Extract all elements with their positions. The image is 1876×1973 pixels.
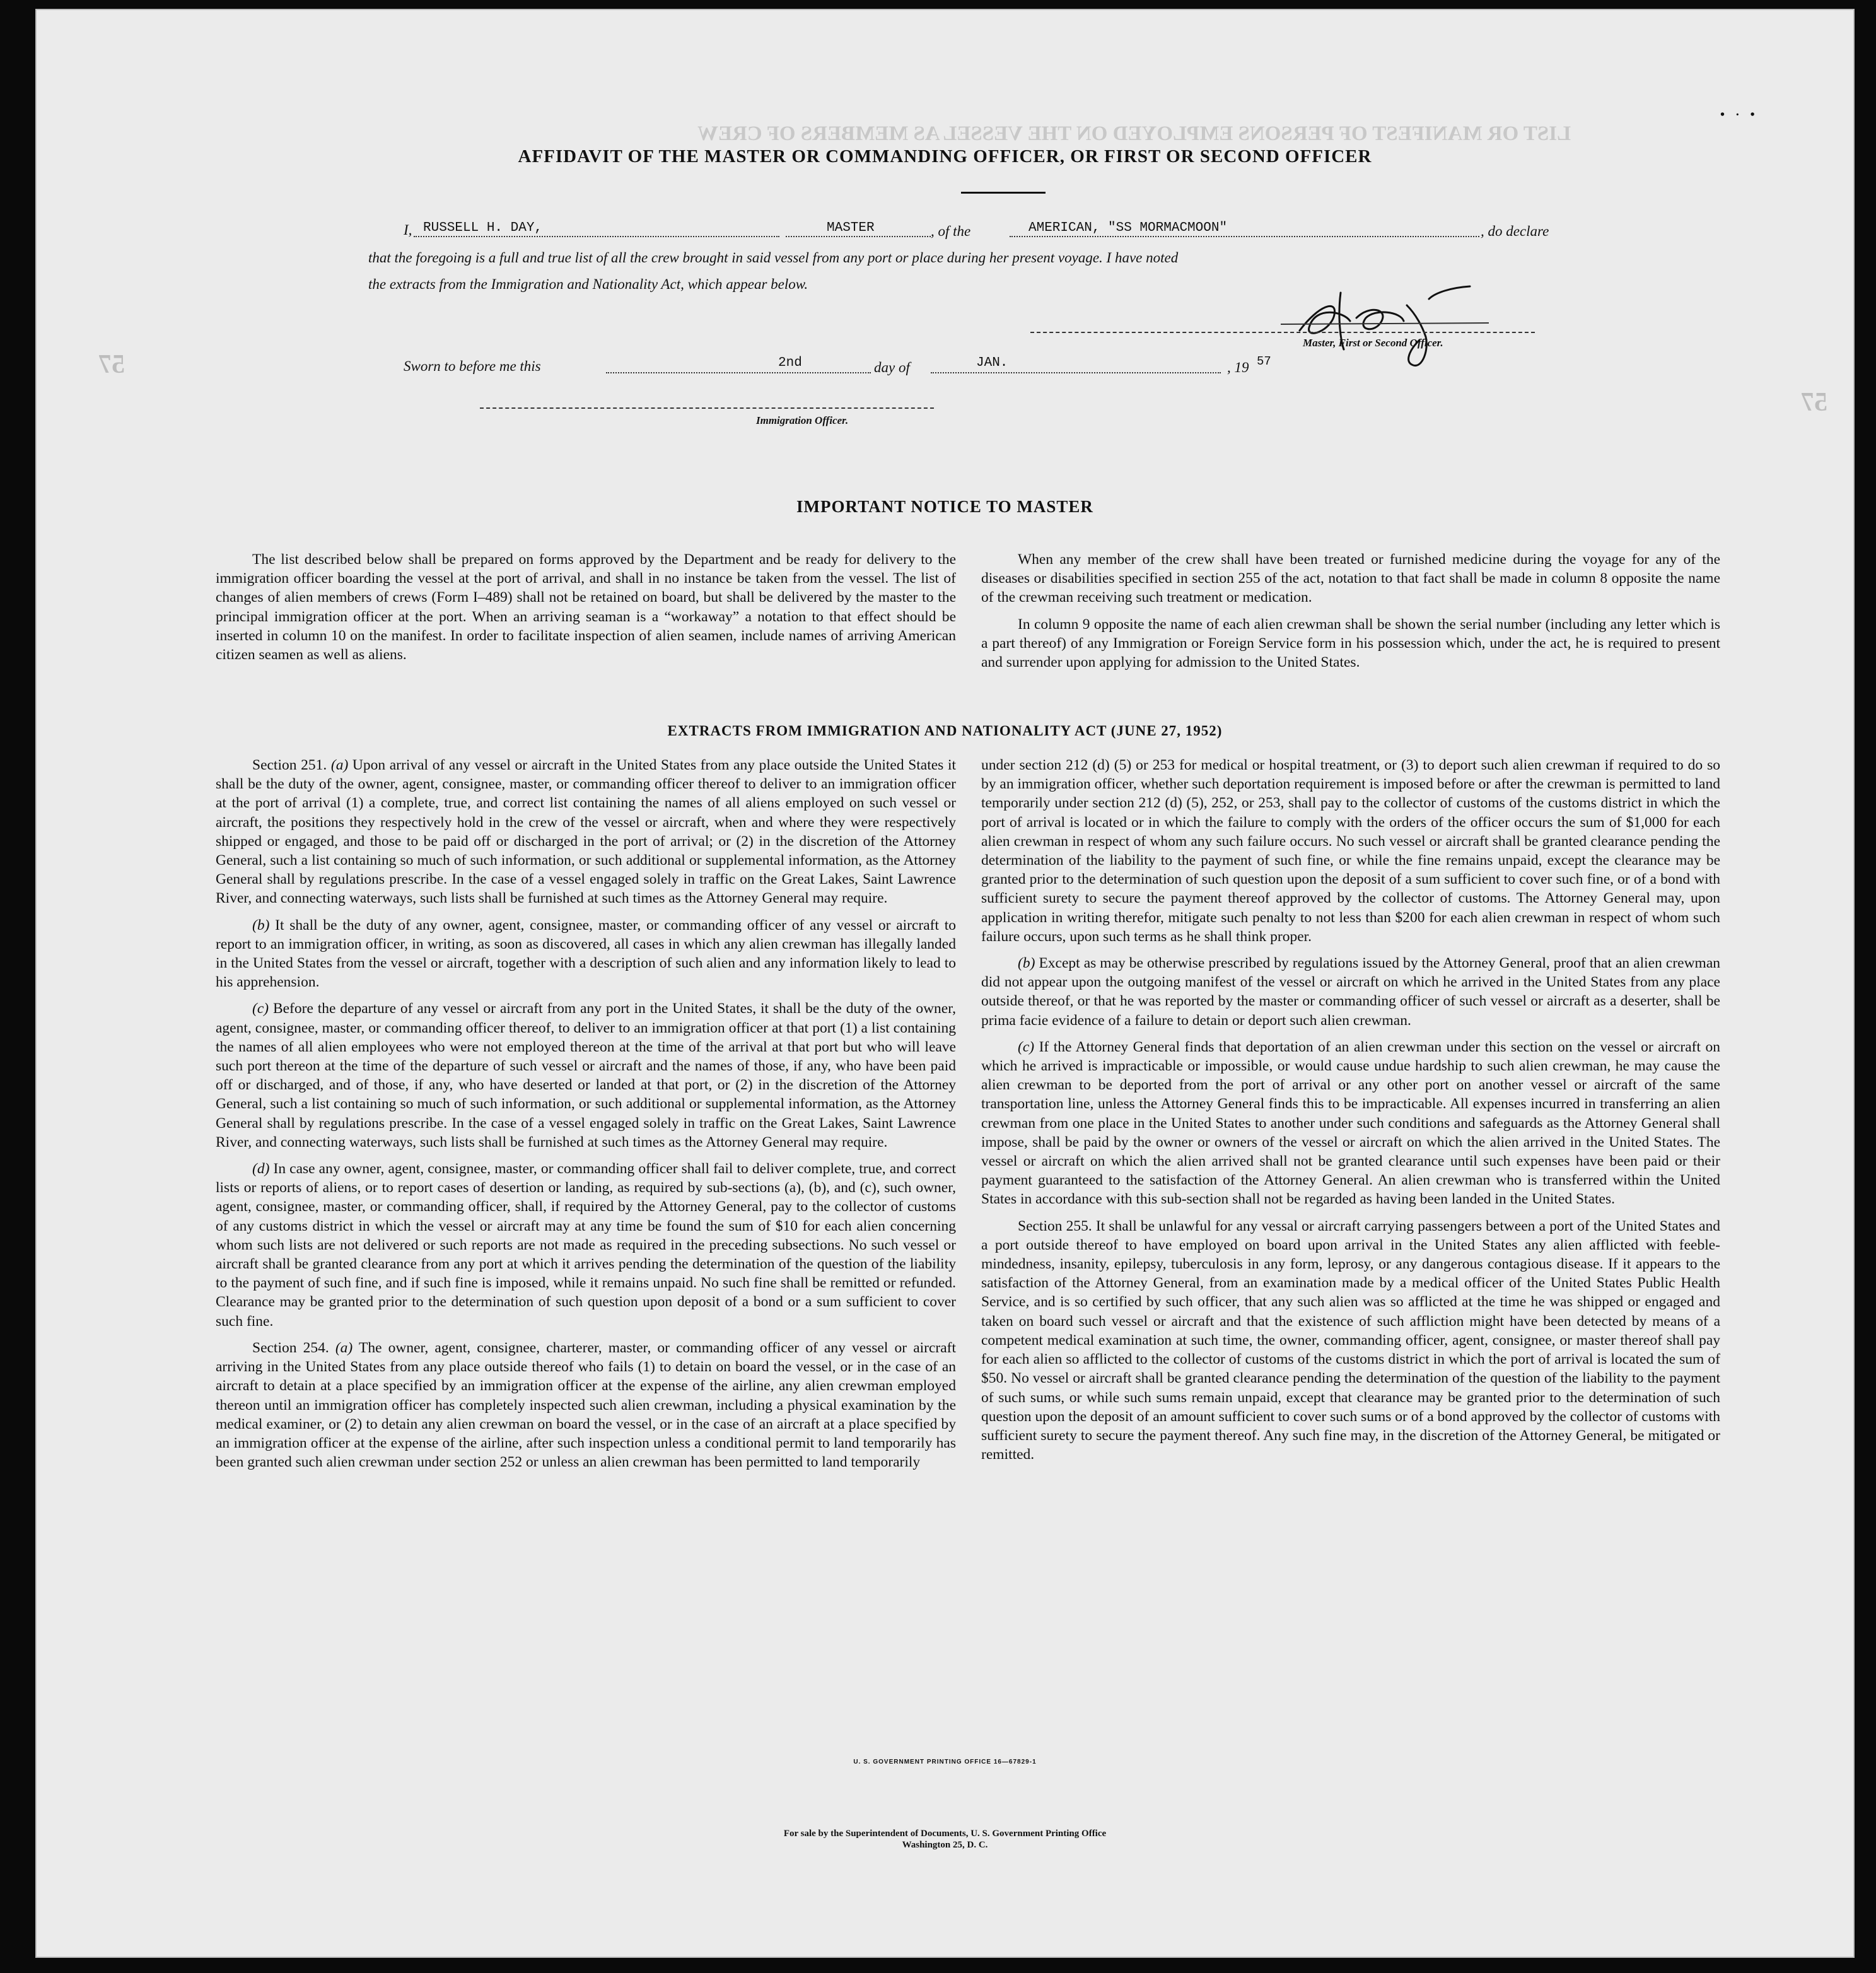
- extract-paragraph: [216, 999, 956, 1152]
- of-the-label: , of the: [931, 223, 971, 239]
- paragraph-text: It shall be unlawful for any vessal or aircraft carrying passengers between a port of the United States and a port outside thereof to have employed on board upon arrival in the United States any alien afflicted with feeble-mindedness, insanity, epilepsy, tuberculosis in any form, leprosy, or any dangerous contagious disease. If it appears to the satisfaction of the Attorney General, from an examination made by a medical officer of the United States Public Health Service, and is so certified by such officer, that any such alien was so afflicted at the time he was shipped or engaged and taken on board such vessel or aircraft and that the existence of such affliction might have been detected by means of a competent medical examination at such time, the owner, commanding officer, agent, consignee, or master thereof shall pay for each alien so afflicted to the collector of customs of the customs district in which the port of arrival is located the sum of $50. No vessel or aircraft shall be granted clearance pending the determination of the question of the liability to the payment of such sums, or while such sums remain unpaid, except that clearance may be granted prior to the determination of such question upon the deposit of an amount sufficient to cover such sums or of a bond approved by the collector of customs with sufficient surety to secure the payment thereof. Any such fine may, in the discretion of the Attorney General, be mitigated or remitted.: [981, 1217, 1720, 1463]
- sworn-label: Sworn to before me this: [404, 358, 541, 374]
- notice-paragraph: When any member of the crew shall have been treated or furnished medicine during the voyage for any of the diseases or disabilities specified in section 255 of the act, notation to that fact shall be made in column 8 opposite the name of the crewman receiving such treatment or medication.: [981, 551, 1720, 606]
- sale-notice-line-2: Washington 25, D. C.: [902, 1840, 988, 1850]
- day-of-label: day of: [874, 360, 910, 375]
- extracts-left: [216, 756, 956, 1479]
- paragraph-text: Upon arrival of any vessel or aircraft in the United States from any place outside the United States it shall be the duty of the owner, agent, consignee, master, or commanding officer thereof to deliver to an immigration officer at the port of arrival (1) a complete, true, and correct list containing the names of all aliens employed on such vessel or aircraft, the positions they respectively hold in the crew of the vessel or aircraft, when and where they were respectively shipped or engaged, and those to be paid off or discharged in the port of arrival; or (2) in the discretion of the Attorney General, such a list containing so much of such information, or such additional or supplemental information, as the Attorney General shall by regulations prescribe. In the case of a vessel engaged solely in traffic on the Great Lakes, Saint Lawrence River, and connecting waterways, such lists shall be furnished at such times as the Attorney General may require.: [216, 757, 957, 907]
- declaration-line-3: the extracts from the Immigration and Nationality Act, which appear below.: [368, 276, 808, 292]
- paragraph-text: under section 212 (d) (5) or 253 for medical or hospital treatment, or (3) to deport such alien crewman if required to do so by an immigration officer, whether such deportation requirement is imposed before or after the crewman is permitted to land temporarily under section 212 (d) (5), 252, or 253, shall pay to the collector of customs of the customs district in which the port of arrival is located or in which the failure to comply with the orders of the officer occurs the sum of $1,000 for each alien crewman in respect of whom any such failure occurs. No such vessel or aircraft shall be granted clearance pending the determination of the liability to the payment of such fine, or while the fine remains unpaid, except the clearance may be granted prior to the determination of such question upon the deposit of a sum sufficient to cover such fine, or of a bond with sufficient surety to secure the payment thereof approved by the collector of customs. The Attorney General may, upon application in writing therefor, mitigate such penalty to not less than $200 for each alien crewman in respect of whom such failure occurs, upon such terms as he shall think proper.: [981, 757, 1720, 945]
- extract-paragraph: [981, 756, 1720, 946]
- extract-paragraph: [981, 1217, 1720, 1465]
- sworn-month: JAN.: [976, 356, 1008, 370]
- signature-caption: Master, First or Second Officer.: [1303, 337, 1443, 349]
- notice-paragraph: The list described below shall be prepared on forms approved by the Department and be ready for delivery to the immigration officer boarding the vessel at the port of arrival, and shall in no instance be taken from the vessel. The list of changes of alien members of crews (Form I–489) shall not be retained on board, but shall be delivered by the master to the principal immigration officer at the port. When an arriving seaman is a “workaway” a notation to that effect should be inserted in column 10 on the manifest. In order to facilitate inspection of alien seamen, include names of arriving American citizen seamen as well as aliens.: [216, 551, 956, 664]
- rank-line: [786, 236, 931, 237]
- month-line: [931, 372, 1221, 373]
- corner-marks: • · •: [1720, 108, 1759, 122]
- year-prefix: , 19: [1227, 360, 1249, 375]
- do-declare-label: , do declare: [1481, 223, 1549, 239]
- extract-paragraph: [216, 1159, 956, 1331]
- subsection-mark: (d): [252, 1161, 270, 1178]
- section-label: Section 251.: [252, 757, 327, 773]
- paragraph-text: The owner, agent, consignee, charterer, master, or commanding officer of any vessel or aircraft arriving in the United States from any place outside thereof who fails (1) to detain on board the vessel, or in the case of an aircraft to detain at a place specified by an immigration officer at the expense of the airline, any alien crewman employed thereon until an immigration officer has completely inspected such alien crewman, including a physical examination by the medical examiner, or (2) to detain any alien crewman on board the vessel, or in the case of an aircraft at a place specified by an immigration officer at the expense of the airline, after such inspection unless a conditional permit to land temporarily has been granted such alien crewman under section 252 or unless an alien crewman has been permitted to land temporarily: [216, 1339, 957, 1471]
- paragraph-text: In case any owner, agent, consignee, master, or commanding officer shall fail to deliver complete, true, and correct lists or reports of aliens, or to report cases of desertion or landing, as required by sub-sections (a), (b), and (c), such owner, agent, consignee, master, or commanding officer, shall, if required by the Attorney General, pay to the collector of customs of any customs district in which the vessel or aircraft may at any time be found the sum of $10 for each alien concerning whom such lists are not delivered or such reports are not made as required in the preceding subsections. No such vessel or aircraft shall be granted clearance from any port at which it arrives pending the determination of the question of the liability to the payment of such fine, and if such fine is imposed, while it remains unpaid. No such fine shall be remitted or refunded. Clearance may be granted prior to the determination of such question upon deposit of a bond or a sum sufficient to cover such fine.: [216, 1161, 956, 1330]
- affidavit-title: AFFIDAVIT OF THE MASTER OR COMMANDING OFFICER, OR FIRST OR SECOND OFFICER: [518, 146, 1372, 167]
- bleed-through-page-number-right: 57: [1801, 388, 1827, 417]
- extract-paragraph: [216, 916, 956, 992]
- subsection-mark: (b): [252, 916, 270, 934]
- officer-line: [480, 407, 934, 409]
- vessel-line: [1010, 236, 1479, 237]
- year-suffix: 57: [1257, 354, 1271, 368]
- signature-line: [1030, 332, 1535, 333]
- subsection-mark: (b): [1018, 955, 1035, 972]
- subsection-mark: (c): [252, 1000, 269, 1017]
- paragraph-text: Before the departure of any vessel or aircraft from any port in the United States, it shall be the duty of the owner, agent, consignee, master, or commanding officer thereof, to deliver to an immigration officer at that port (1) a list containing the names of all alien employees who were not employed thereon at the time of the arrival at that port but who will leave such port thereon at the time of the departure of such vessel or aircraft and the names of those, if any, who have been paid off or discharged, and of those, if any, who have deserted or landed at that port, or (2) in the discretion of the Attorney General, such a list containing so much of such information, or such additional or supplemental information, as the Attorney General shall by regulations prescribe. In the case of a vessel engaged solely in traffic on the Great Lakes, Saint Lawrence River, and connecting waterways, such lists shall be furnished at such times as the Attorney General may require.: [216, 1000, 957, 1150]
- extract-paragraph: [981, 954, 1720, 1030]
- extract-paragraph: [216, 1338, 956, 1472]
- section-label: Section 254.: [252, 1339, 329, 1356]
- rank-field: MASTER: [827, 221, 875, 235]
- notice-right: [981, 550, 1720, 679]
- extracts-right: [981, 756, 1720, 1472]
- declaration-line-2: that the foregoing is a full and true list of all the crew brought in said vessel from any port or place during her present voyage. I have noted: [368, 250, 1179, 266]
- vessel-field: AMERICAN, "SS MORMACMOON": [1028, 221, 1228, 235]
- day-line: [606, 372, 871, 373]
- paragraph-text: It shall be the duty of any owner, agent, consignee, master, or commanding officer of any vessel or aircraft to report to an immigration officer, in writing, as soon as discovered, all cases in which any alien crewman has illegally landed in the United States from the vessel or aircraft, together with a description of such alien and any information likely to lead to his apprehension.: [216, 916, 957, 991]
- printing-office-line: U. S. GOVERNMENT PRINTING OFFICE 16—67829-1: [853, 1759, 1037, 1765]
- subsection-mark: (a): [330, 757, 349, 773]
- paragraph-text: Except as may be otherwise prescribed by regulations issued by the Attorney General, proof that an alien crewman did not appear upon the outgoing manifest of the vessel or aircraft on which he arrived in the United States from any place outside thereof, or that he was reported by the master or commanding officer of such vessel or aircraft as a deserter, shall be prima facie evidence of a failure to detain or deport such alien crewman.: [981, 955, 1721, 1029]
- extracts-heading: EXTRACTS FROM IMMIGRATION AND NATIONALITY ACT (JUNE 27, 1952): [667, 723, 1223, 739]
- document-page: [35, 9, 1855, 1958]
- extract-paragraph: [216, 756, 956, 908]
- title-rule: [961, 192, 1046, 194]
- declaration-line: [404, 222, 412, 238]
- subsection-mark: (a): [335, 1339, 353, 1356]
- bleed-through-page-number: 57: [98, 350, 125, 379]
- notice-left: [216, 550, 956, 672]
- notice-heading: IMPORTANT NOTICE TO MASTER: [796, 497, 1093, 516]
- sale-notice-line-1: For sale by the Superintendent of Documents, U. S. Government Printing Office: [783, 1829, 1107, 1839]
- bleed-through-heading: LIST OR MANIFEST OF PERSONS EMPLOYED ON THE VESSEL AS MEMBERS OF CREW: [697, 122, 1571, 145]
- subsection-mark: (c): [1018, 1038, 1035, 1055]
- section-label: Section 255.: [1018, 1217, 1092, 1234]
- notice-paragraph: In column 9 opposite the name of each alien crewman shall be shown the serial number (including any letter which is a part thereof) of any Immigration or Foreign Service form in his possession which, under the act, he is required to present and surrender upon applying for admission to the United States.: [981, 616, 1720, 671]
- declaration-i: I,: [404, 222, 412, 238]
- paragraph-text: If the Attorney General finds that deportation of an alien crewman under this section on the vessel or aircraft on which he arrived is impracticable or impossible, or would cause undue hardship to such alien crewman, he may cause the alien crewman to be deported from the port of arrival or any other port on another vessel or aircraft of the same transportation line, unless the Attorney General finds this to be impracticable. All expenses incurred in transferring an alien crewman from one place in the United States to another under such conditions and safeguards as the Attorney General shall impose, shall be paid by the owner or owners of the vessel or aircraft on which the alien arrived in the United States. The vessel or aircraft on which the alien arrived shall not be granted clearance until such expenses have been paid or their payment guaranteed to the satisfaction of the Attorney General. An alien crewman who is transferred within the United States in accordance with this sub-section shall not be regarded as having been landed in the United States.: [981, 1038, 1720, 1208]
- name-line: [414, 236, 779, 237]
- master-signature: [1281, 280, 1508, 375]
- officer-caption: Immigration Officer.: [756, 414, 849, 426]
- master-name: RUSSELL H. DAY,: [423, 221, 543, 235]
- sworn-day: 2nd: [778, 356, 802, 370]
- extract-paragraph: [981, 1038, 1720, 1209]
